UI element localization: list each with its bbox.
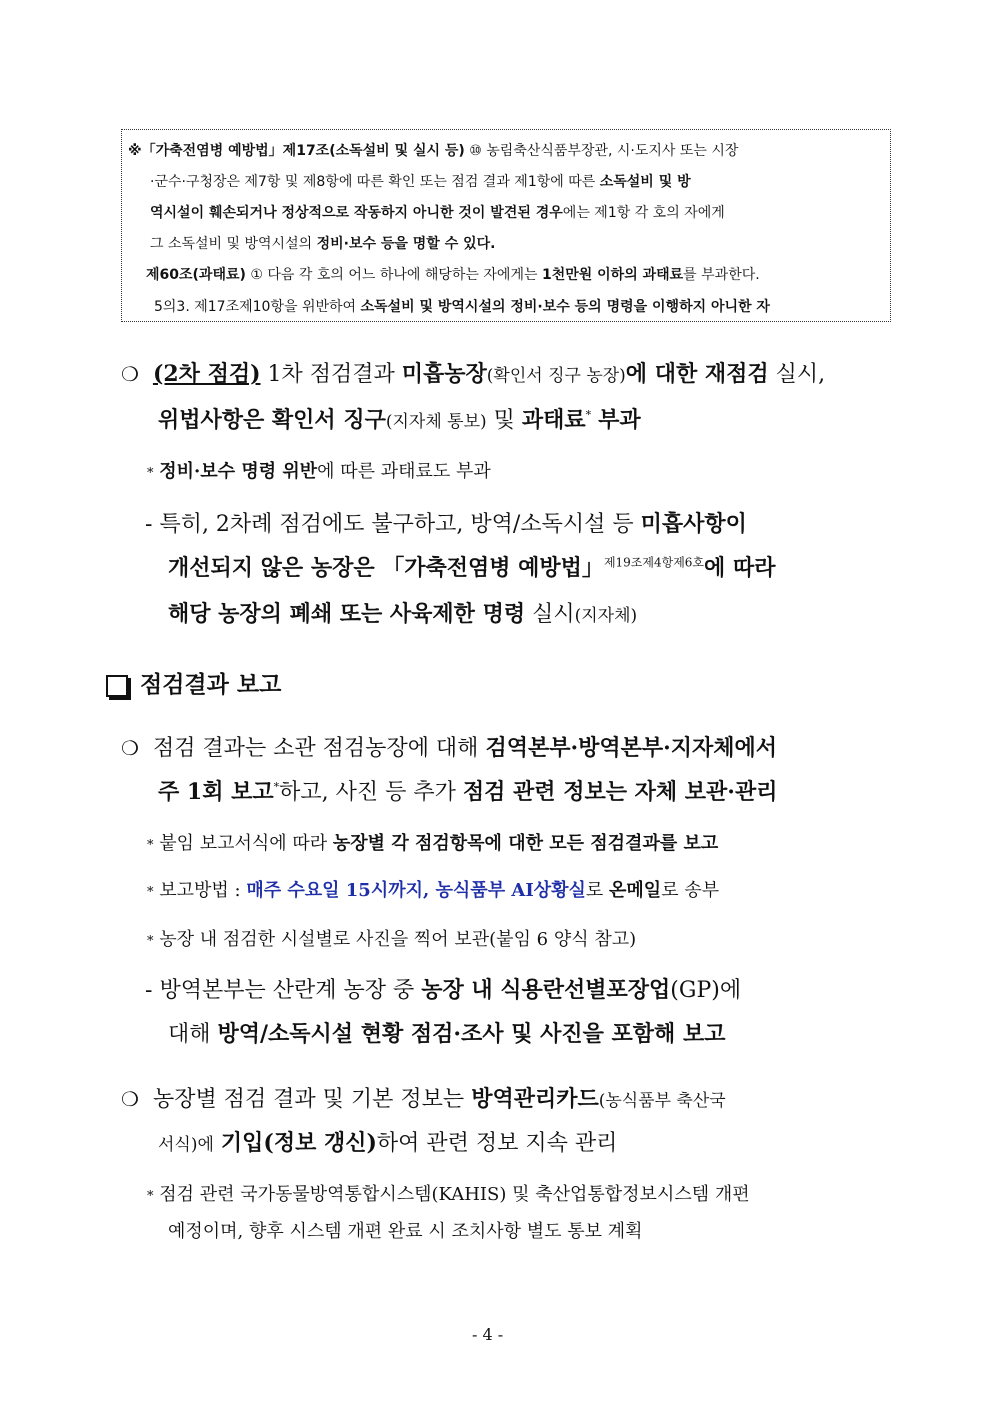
section-title-report: 점검결과 보고	[106, 666, 281, 699]
report-dash-2: 대해 방역/소독시설 현황 점검·조사 및 사진을 포함해 보고	[168, 1021, 726, 1047]
report-note-1: * 붙임 보고서식에 따라 농장별 각 점검항목에 대한 모든 점검결과를 보고	[147, 833, 719, 854]
checkbox-square-icon	[106, 675, 128, 697]
legal-note-box	[121, 129, 891, 322]
report-bullet-1-line-1: ❍ 점검 결과는 소관 점검농장에 대해 검역본부·방역본부·지자체에서	[121, 735, 778, 761]
second-check-line-1: ❍ (2차 점검) 1차 점검결과 미흡농장(확인서 징구 농장)에 대한 재점검 실시,	[121, 361, 826, 387]
circle-bullet-icon: ❍	[121, 736, 139, 760]
note-line-4: 그 소독설비 및 방역시설의 정비·보수 등을 명할 수 있다.	[150, 236, 496, 252]
report-note-4-line-1: * 점검 관련 국가동물방역통합시스템(KAHIS) 및 축산업통합정보시스템 개편	[147, 1184, 750, 1205]
circle-bullet-icon: ❍	[121, 362, 139, 386]
second-check-dash-3: 해당 농장의 폐쇄 또는 사육제한 명령 실시(지자체)	[168, 601, 638, 627]
note-line-2: ·군수·구청장은 제7항 및 제8항에 따른 확인 또는 점검 결과 제1항에 따른 소독설비 및 방	[150, 174, 691, 190]
note-line-3: 역시설이 훼손되거나 정상적으로 작동하지 아니한 것이 발견된 경우에는 제1항 각 호의 자에게	[150, 205, 725, 221]
report-note-2: * 보고방법 : 매주 수요일 15시까지, 농식품부 AI상황실로 온메일로 송부	[147, 880, 720, 901]
page-number: - 4 -	[472, 1325, 504, 1344]
second-check-note: * 정비·보수 명령 위반에 따른 과태료도 부과	[147, 461, 491, 482]
report-bullet-2-line-2: 서식)에 기입(정보 갱신)하여 관련 정보 지속 관리	[158, 1130, 618, 1156]
note-law-title: ※「가축전염병 예방법」제17조(소독설비 및 실시 등)	[128, 143, 465, 159]
report-bullet-2-line-1: ❍ 농장별 점검 결과 및 기본 정보는 방역관리카드(농식품부 축산국	[121, 1086, 726, 1112]
report-note-3: * 농장 내 점검한 시설별로 사진을 찍어 보관(붙임 6 양식 참고)	[147, 929, 637, 950]
note-line-5: 제60조(과태료) ① 다음 각 호의 어느 하나에 해당하는 자에게는 1천만원 이하의 과태료를 부과한다.	[146, 267, 760, 283]
note-line-1: ※「가축전염병 예방법」제17조(소독설비 및 실시 등) ⑩ 농림축산식품부장관, 시·도지사 또는 시장	[128, 143, 739, 159]
report-dash-1: - 방역본부는 산란계 농장 중 농장 내 식용란선별포장업(GP)에	[145, 977, 742, 1003]
report-note-4-line-2: 예정이며, 향후 시스템 개편 완료 시 조치사항 별도 통보 계획	[168, 1221, 643, 1242]
second-check-label: (2차 점검)	[152, 361, 261, 387]
report-bullet-1-line-2: 주 1회 보고*하고, 사진 등 추가 점검 관련 정보는 자체 보관·관리	[158, 779, 778, 805]
second-check-dash-1: - 특히, 2차례 점검에도 불구하고, 방역/소독시설 등 미흡사항이	[145, 511, 747, 537]
note-line-6: 5의3. 제17조제10항을 위반하여 소독설비 및 방역시설의 정비·보수 등의 명령을 이행하지 아니한 자	[154, 299, 770, 315]
circle-bullet-icon: ❍	[121, 1087, 139, 1111]
second-check-line-2: 위법사항은 확인서 징구(지자체 통보) 및 과태료* 부과	[158, 407, 641, 433]
second-check-dash-2: 개선되지 않은 농장은 「가축전염병 예방법」$^{제19조제4항제6호}$에 따라	[168, 555, 776, 581]
